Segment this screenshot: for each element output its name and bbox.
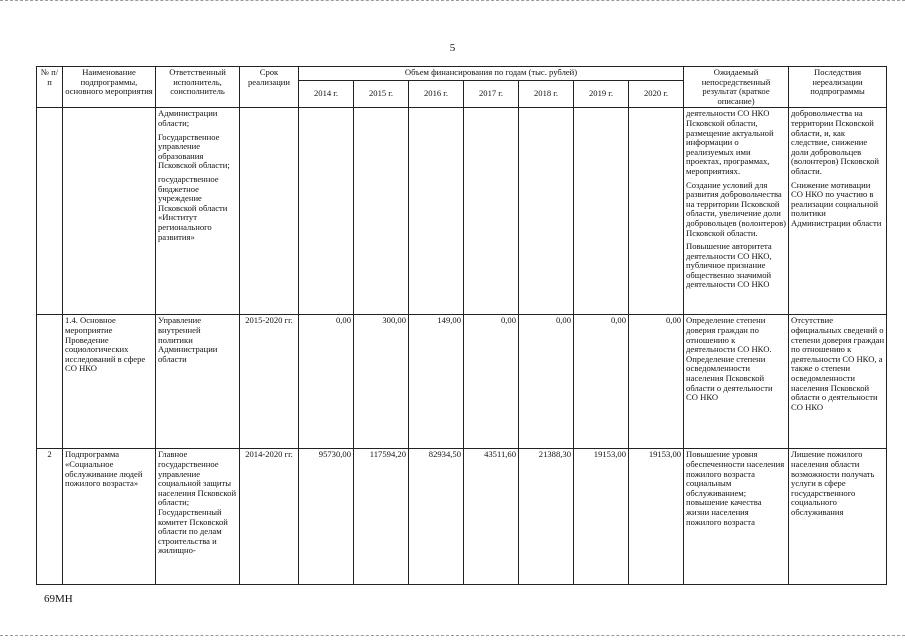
row-num xyxy=(37,315,63,449)
row-result xyxy=(684,108,789,315)
value-cell: 0,00 xyxy=(574,315,629,449)
header-year: 2014 г. xyxy=(299,80,354,108)
result-item: Создание условий для развития добровольчества на территории Псковской области, увеличение доли добровольцев (волонтеров) Псковской области. xyxy=(686,179,787,238)
value-cell: 21388,30 xyxy=(519,449,574,585)
value-cell xyxy=(299,108,354,315)
consequence-item: добровольчества на территории Псковской области, и, как следствие, снижение доли добровольцев (волонтеров) Псковской области. xyxy=(791,108,880,176)
page-number: 5 xyxy=(449,42,456,54)
row-name: Подпрограмма «Социальное обслуживание людей пожилого возраста» xyxy=(63,449,156,585)
row-executor xyxy=(156,315,240,449)
row-consequences xyxy=(789,315,887,449)
consequence-item: Отсутствие официальных сведений о степени доверия граждан по отношению к деятельности СО НКО, а также о степени осведомленности населения Псковской области о деятельности СО НКО xyxy=(791,315,885,412)
header-year: 2018 г. xyxy=(519,80,574,108)
value-cell: 82934,50 xyxy=(409,449,464,585)
header-result: Ожидаемый непосредственный результат (краткое описание) xyxy=(684,67,789,108)
row-term xyxy=(240,108,299,315)
header-financing: Объем финансирования по годам (тыс. рублей) xyxy=(299,67,684,81)
consequence-item: Снижение мотивации СО НКО по участию в реализации социальной политики Администрации области xyxy=(791,179,882,228)
result-item: Определение степени доверия граждан по отношению к деятельности СО НКО. Определение степени осведомленности населения Псковской области о деятельности СО НКО xyxy=(686,315,773,403)
value-cell: 0,00 xyxy=(464,315,519,449)
value-cell: 0,00 xyxy=(519,315,574,449)
row-num xyxy=(37,108,63,315)
executor-item: Администрации области; xyxy=(158,108,218,128)
value-cell xyxy=(464,108,519,315)
row-term: 2015-2020 гг. xyxy=(240,315,299,449)
table-row xyxy=(37,108,887,315)
header-year: 2017 г. xyxy=(464,80,519,108)
page-top-edge xyxy=(0,0,905,4)
row-term: 2014-2020 гг. xyxy=(240,449,299,585)
value-cell xyxy=(519,108,574,315)
value-cell xyxy=(354,108,409,315)
value-cell: 19153,00 xyxy=(574,449,629,585)
header-num: № п/п xyxy=(37,67,63,108)
row-result xyxy=(684,449,789,585)
table-row xyxy=(37,449,887,585)
header-executor: Ответственный исполнитель, соисполнитель xyxy=(156,67,240,108)
row-executor xyxy=(156,449,240,585)
row-consequences xyxy=(789,108,887,315)
result-item: деятельности СО НКО Псковской области, размещение актуальной информации о реализуемых ими проектах, программах, мероприятиях. xyxy=(686,108,774,176)
value-cell: 0,00 xyxy=(299,315,354,449)
row-executor xyxy=(156,108,240,315)
table-row xyxy=(37,315,887,449)
header-year: 2015 г. xyxy=(354,80,409,108)
header-year: 2020 г. xyxy=(629,80,684,108)
consequence-item: Лишение пожилого населения области возможности получать услуги в сфере государственного социального обслуживания xyxy=(791,449,875,517)
program-table xyxy=(36,66,887,585)
value-cell: 0,00 xyxy=(629,315,684,449)
row-name: 1.4. Основное мероприятие Проведение социологических исследований в сфере СО НКО xyxy=(63,315,156,449)
result-item: Повышение уровня обеспеченности населения пожилого возраста социальным обслуживанием; повышение качества жизни населения пожилого возраста xyxy=(686,449,785,527)
header-term: Срок реализации xyxy=(240,67,299,108)
value-cell xyxy=(574,108,629,315)
executor-item: Государственное управление образования Псковской области; xyxy=(158,131,230,171)
value-cell: 300,00 xyxy=(354,315,409,449)
document-code: 69МН xyxy=(44,593,73,605)
value-cell: 43511,60 xyxy=(464,449,519,585)
page-bottom-edge xyxy=(0,635,905,636)
executor-item: государственное бюджетное учреждение Псковской области «Институт регионального развития» xyxy=(158,173,228,242)
value-cell: 149,00 xyxy=(409,315,464,449)
header-name: Наименование подпрограммы, основного мероприятия xyxy=(63,67,156,108)
row-result xyxy=(684,315,789,449)
value-cell: 19153,00 xyxy=(629,449,684,585)
row-num: 2 xyxy=(37,449,63,585)
value-cell xyxy=(629,108,684,315)
value-cell: 95730,00 xyxy=(299,449,354,585)
value-cell: 117594,20 xyxy=(354,449,409,585)
header-year: 2019 г. xyxy=(574,80,629,108)
header-consequences: Последствия нереализации подпрограммы xyxy=(789,67,887,108)
value-cell xyxy=(409,108,464,315)
header-year: 2016 г. xyxy=(409,80,464,108)
result-item: Повышение авторитета деятельности СО НКО, публичное признание общественно значимой деятельности СО НКО xyxy=(686,241,772,290)
executor-item: Главное государственное управление социальной защиты населения Псковской области; Государственный комитет Псковской области по делам строительства и жилищно- xyxy=(158,449,237,556)
row-name xyxy=(63,108,156,315)
executor-item: Управление внутренней политики Администрации области xyxy=(158,315,218,364)
row-consequences xyxy=(789,449,887,585)
